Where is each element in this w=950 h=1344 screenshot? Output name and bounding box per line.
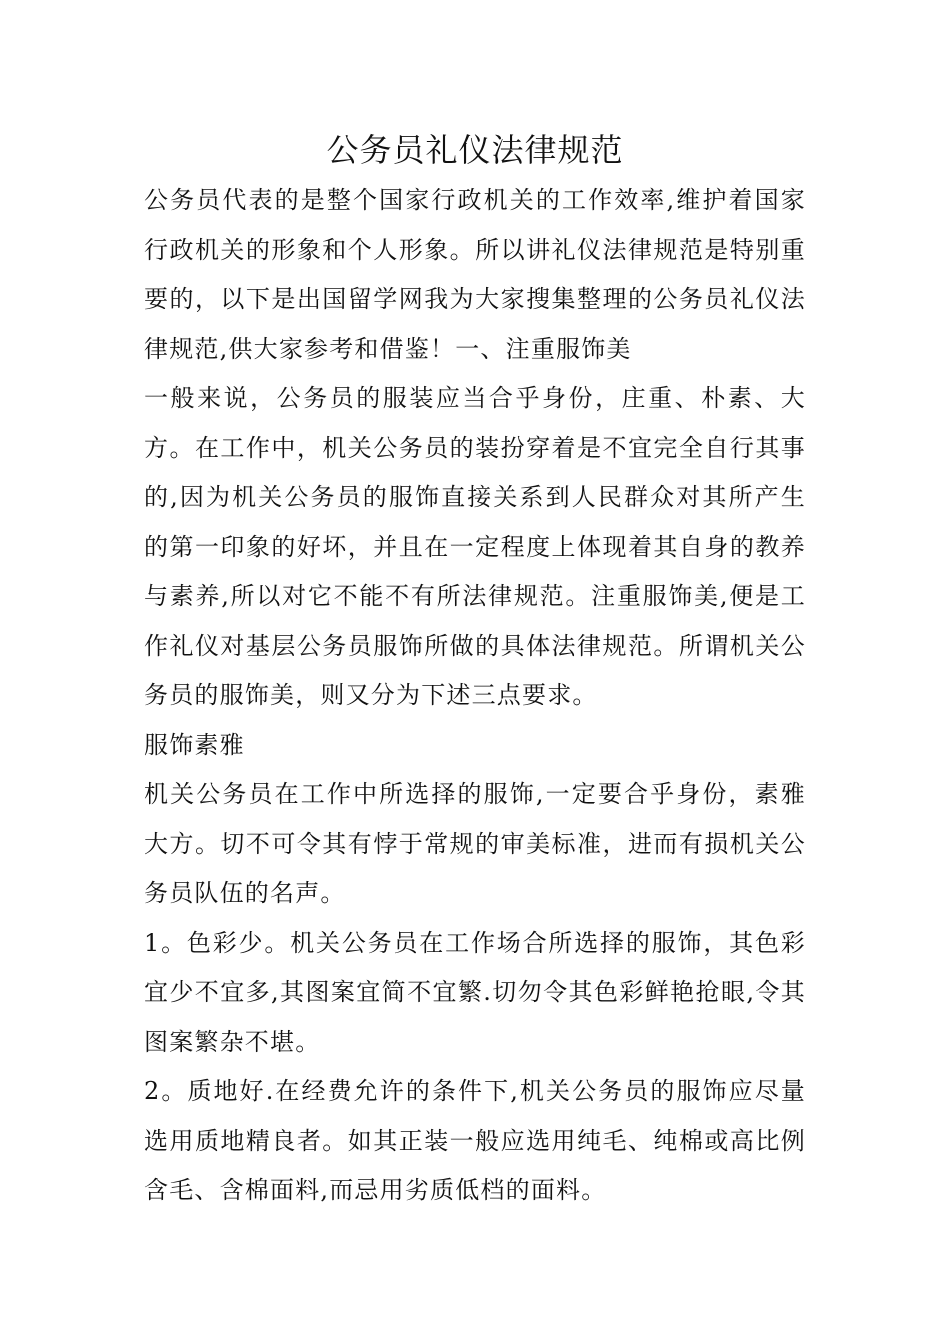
paragraph-point-1: 1。色彩少。机关公务员在工作场合所选择的服饰，其色彩宜少不宜多,其图案宜简不宜繁.切勿令其色彩鲜艳抢眼,令其图案繁杂不堪。 (144, 928, 806, 1056)
paragraph-general: 一般来说，公务员的服装应当合乎身份，庄重、朴素、大方。在工作中，机关公务员的装扮穿着是不宜完全自行其事的,因为机关公务员的服饰直接关系到人民群众对其所产生的第一印象的好坏，并且在一定程度上体现着其自身的教养与素养,所以对它不能不有所法律规范。注重服饰美,便是工作礼仪对基层公务员服饰所做的具体法律规范。所谓机关公务员的服饰美，则又分为下述三点要求。 (144, 384, 806, 709)
document-title: 公务员礼仪法律规范 (326, 131, 624, 169)
paragraph-point-2: 2。质地好.在经费允许的条件下,机关公务员的服饰应尽量选用质地精良者。如其正装一般应选用纯毛、纯棉或高比例含毛、含棉面料,而忌用劣质低档的面料。 (144, 1077, 806, 1204)
paragraph-intro: 公务员代表的是整个国家行政机关的工作效率,维护着国家行政机关的形象和个人形象。所以讲礼仪法律规范是特别重要的，以下是出国留学网我为大家搜集整理的公务员礼仪法律规范,供大家参考和借鉴！一、注重服饰美 (144, 186, 806, 363)
document-body (144, 176, 806, 1216)
paragraph-elegant: 机关公务员在工作中所选择的服饰,一定要合乎身份，素雅大方。切不可令其有悖于常规的审美标准，进而有损机关公务员队伍的名声。 (144, 780, 806, 907)
section-heading: 服饰素雅 (144, 730, 245, 759)
